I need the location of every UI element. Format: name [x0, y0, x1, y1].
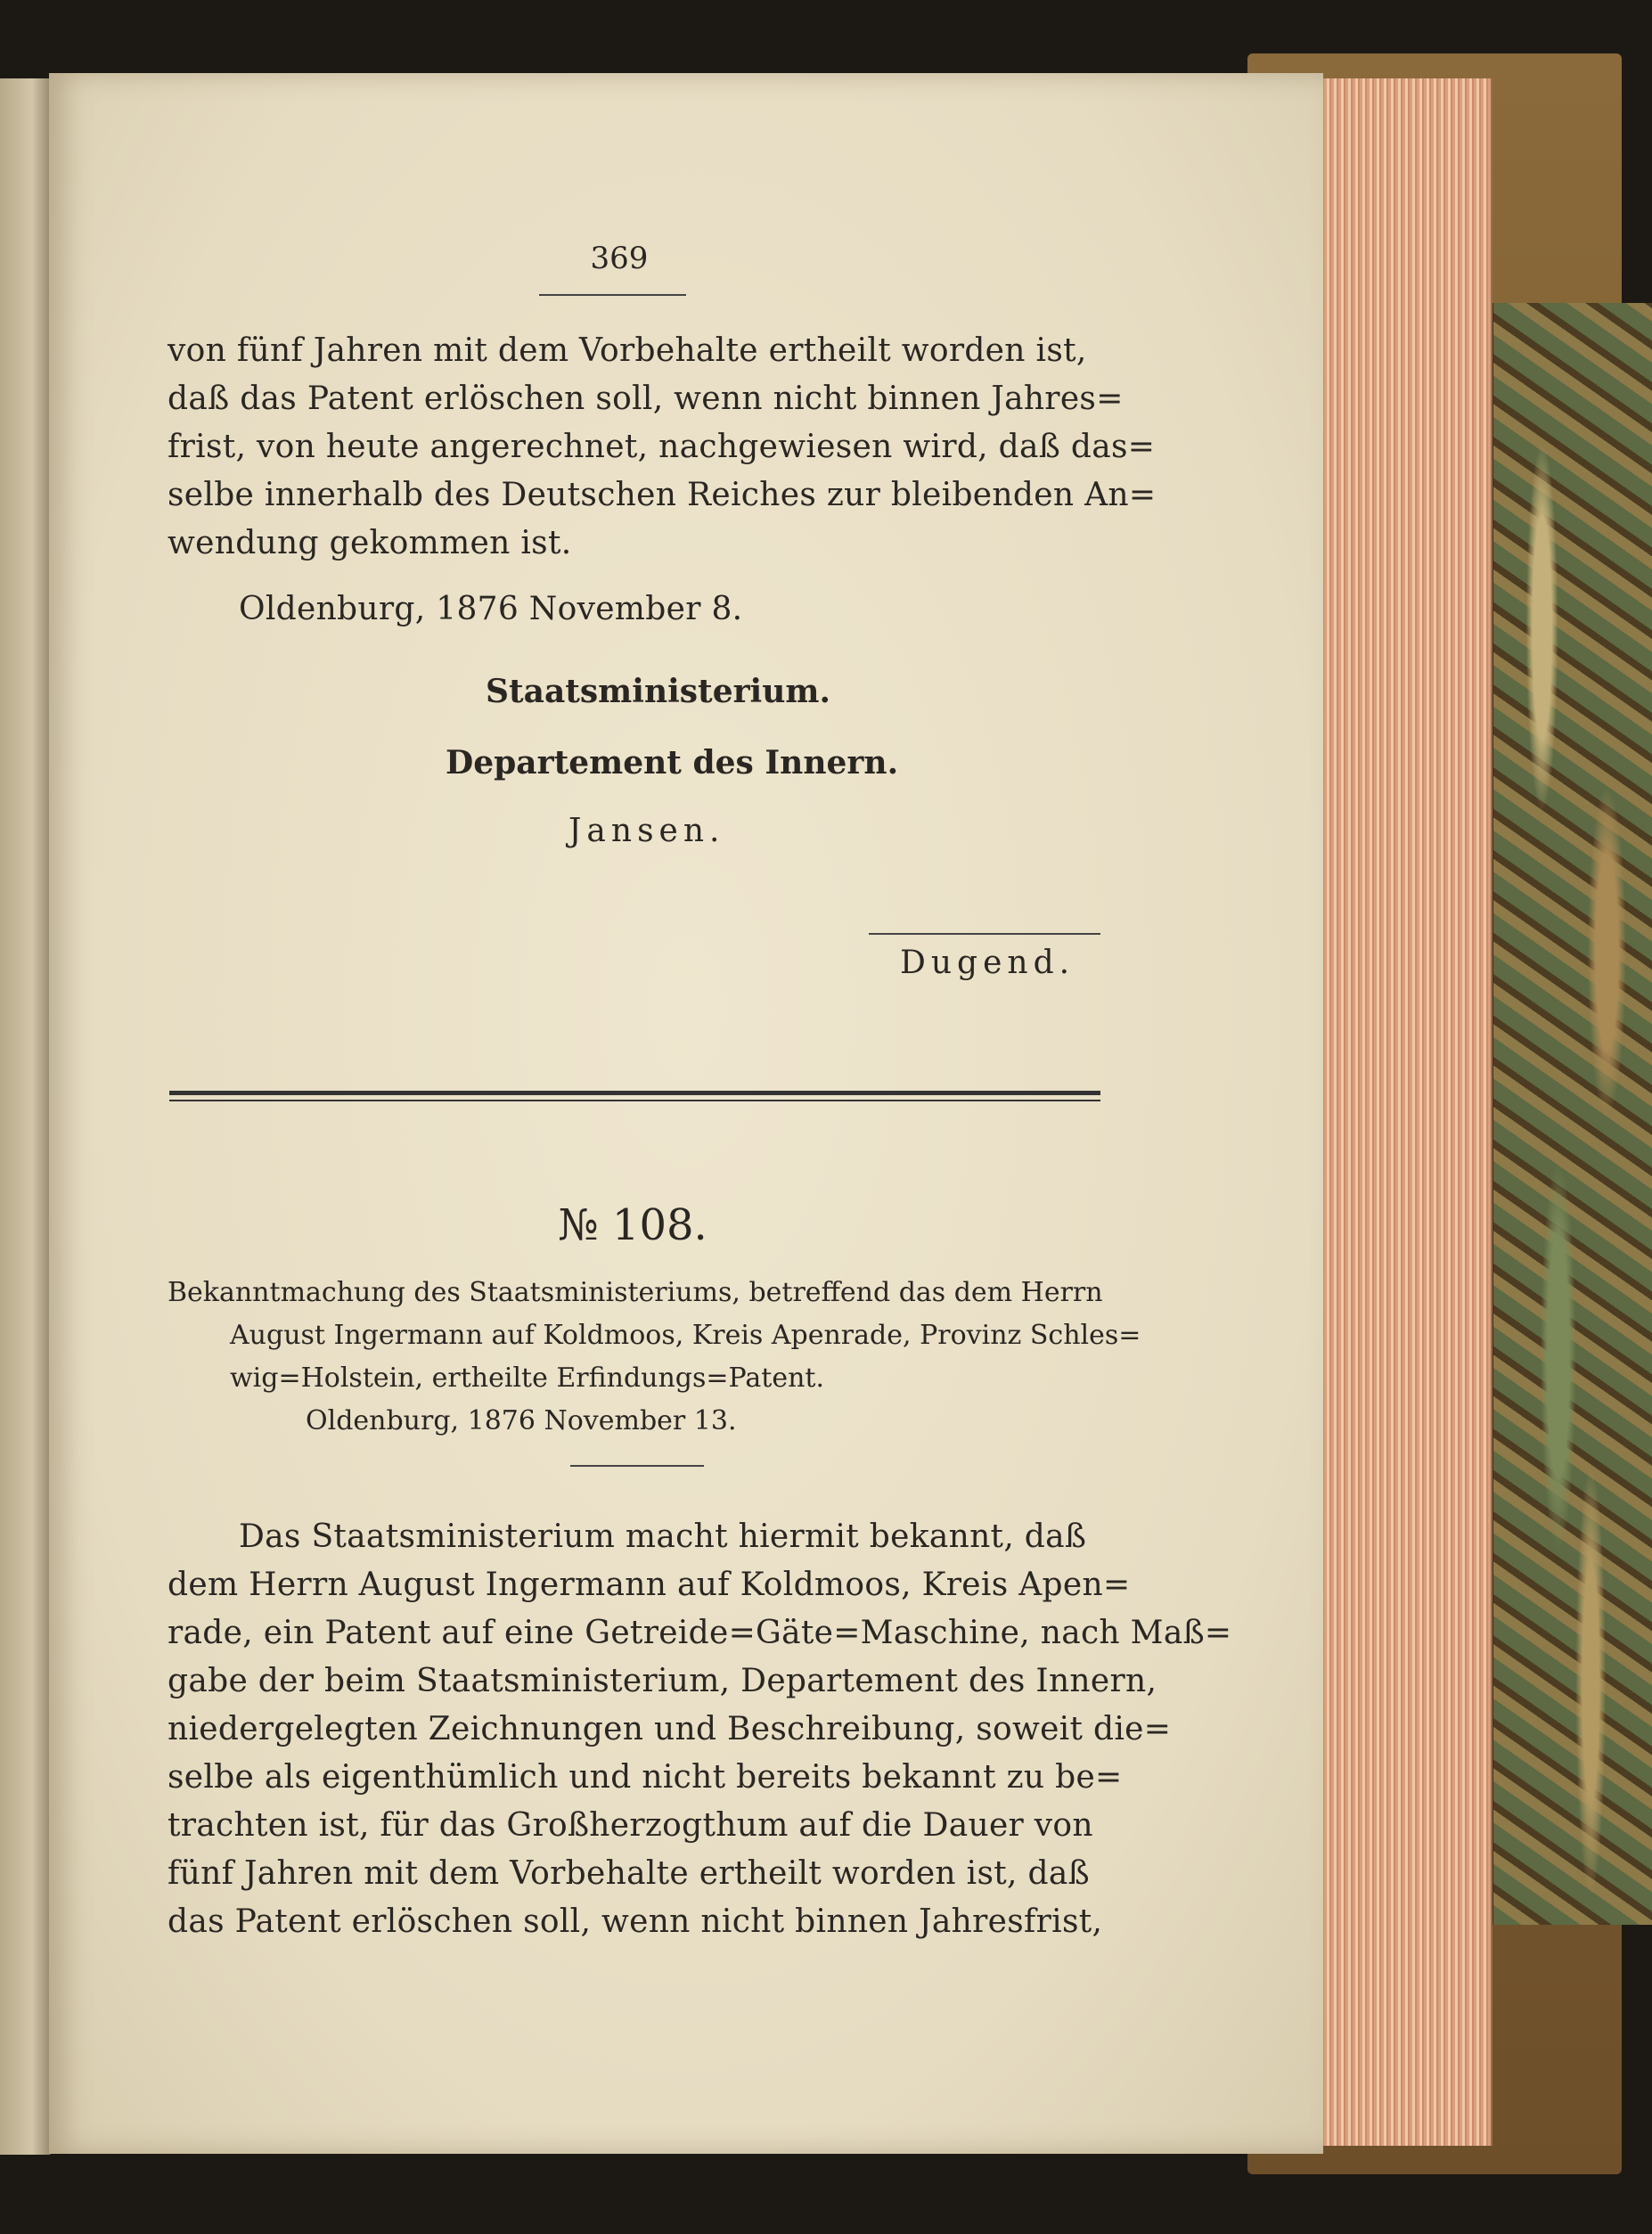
- text-line: von fünf Jahren mit dem Vorbehalte ertheilt worden ist,: [168, 332, 1087, 369]
- page-number-rule: [539, 294, 686, 296]
- text-line: selbe innerhalb des Deutschen Reiches zur bleibenden An=: [168, 477, 1157, 513]
- marbled-cover: [1490, 303, 1652, 1925]
- text-line: wendung gekommen ist.: [168, 525, 572, 561]
- countersign-name: Dugend.: [900, 945, 1075, 981]
- text-line: gabe der beim Staatsministerium, Departement des Innern,: [168, 1663, 1157, 1699]
- section-divider: [169, 1091, 1100, 1101]
- notice-number: № 108.: [558, 1200, 707, 1250]
- place-date: Oldenburg, 1876 November 8.: [239, 591, 743, 627]
- text-line: niedergelegten Zeichnungen und Beschreibung, soweit die=: [168, 1711, 1172, 1747]
- countersign-rule: [869, 933, 1100, 935]
- text-line: frist, von heute angerechnet, nachgewiesen wird, daß das=: [168, 429, 1156, 465]
- text-line: Das Staatsministerium macht hiermit bekannt, daß: [239, 1518, 1087, 1555]
- text-line: daß das Patent erlöschen soll, wenn nicht binnen Jahres=: [168, 381, 1124, 417]
- text-line: selbe als eigenthümlich und nicht bereits bekannt zu be=: [168, 1759, 1123, 1796]
- heading-date: Oldenburg, 1876 November 13.: [306, 1405, 737, 1436]
- heading-line: August Ingermann auf Koldmoos, Kreis Apenrade, Provinz Schles=: [230, 1320, 1141, 1351]
- heading-line: Bekanntmachung des Staatsministeriums, betreffend das dem Herrn: [168, 1277, 1103, 1308]
- text-line: dem Herrn August Ingermann auf Koldmoos, Kreis Apen=: [168, 1567, 1131, 1603]
- text-line: fünf Jahren mit dem Vorbehalte ertheilt worden ist, daß: [168, 1855, 1090, 1892]
- left-page-edge: [0, 78, 53, 2155]
- signature-department: Departement des Innern.: [446, 744, 899, 781]
- heading-line: wig=Holstein, ertheilte Erfindungs=Patent.: [230, 1362, 824, 1394]
- text-line: das Patent erlöschen soll, wenn nicht binnen Jahresfrist,: [168, 1903, 1103, 1940]
- signature-ministry: Staatsministerium.: [486, 673, 831, 710]
- page-edges: [1317, 78, 1493, 2146]
- text-line: trachten ist, für das Großherzogthum auf die Dauer von: [168, 1807, 1093, 1844]
- page-number: 369: [590, 241, 649, 276]
- heading-rule: [570, 1465, 704, 1467]
- signature-name: Jansen.: [568, 813, 725, 849]
- text-line: rade, ein Patent auf eine Getreide=Gäte=Maschine, nach Maß=: [168, 1615, 1232, 1651]
